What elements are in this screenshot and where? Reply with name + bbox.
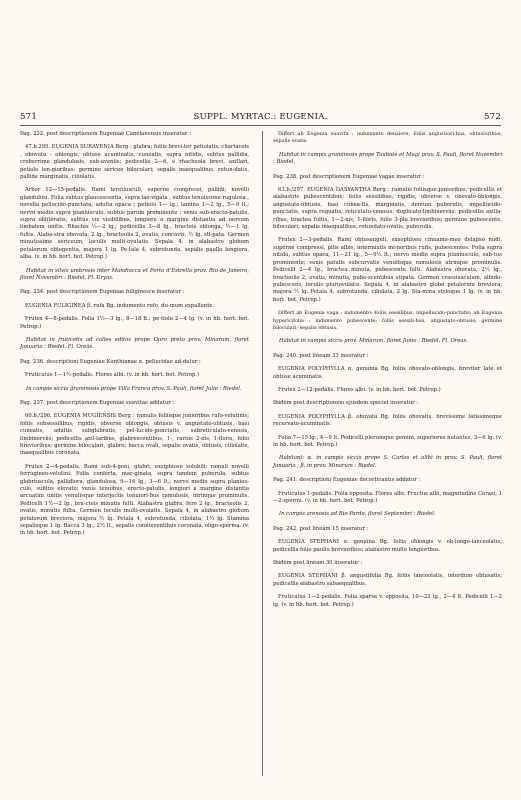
species-description: Folia 7—15 lg., 4—9 lt. Pedicelli plerumque gemini, superiores nutantes, 3—6 lg. (v. in hb. hort. bot. Petrop.) xyxy=(273,434,502,448)
section-note: Pag. 234. post descriptionem Eugeniae fuliginesce inseratur : xyxy=(20,289,185,296)
variety-diagnosis: EUGENIA FULIGINEA β. rufa Bg. indumento rufo, du-mum expallente. xyxy=(25,302,215,309)
section-note: Pag. 238. post descriptionem Eugeniae vagae inseratur : xyxy=(273,173,425,180)
variety-diagnosis: EUGENIA POLYPHYLLA β. obovata Bg. foliis obovatis, brevissime latissimeque recurvato-acuminatis. xyxy=(273,413,502,428)
left-column xyxy=(20,131,249,544)
variety-diagnosis: EUGENIA STEPHANI β. angustifolia Bg. foliis lanceolatis, interdum obtusatis; pedicellis alabastro subaequalibus. xyxy=(273,573,502,587)
differential-note: Differt ab Eugenia suavita : indumento densiore; foliis angustiori-bus, obtusioribus; sepalis ovatis. xyxy=(273,131,502,145)
species-description: Frutex 2—12-pedalis. Flores albi. (v. in hb. hort. bot. Petrop.) xyxy=(278,386,441,393)
section-note: Pag. 242. post lineam 15 inseratur : xyxy=(273,525,369,532)
section-note: Ibidem post lineam 30 inseratur : xyxy=(273,560,363,567)
habitat-note: Habitant: α. in campis siccis prope S. Carlos et alibi in prov. S. Pauli, floret Januario ; β. in prov. Minarum : Riedel. xyxy=(273,455,502,469)
species-description: Arbor 12—15-pedalis. Rami teretiusculi, superne compressi, pallidi; novelli glandulosi. Folia subtus glaucescentia, supra lae-vigata , subtus tenuissime rugulosa , novella pellucido-punctata, adulta opaca ; petiolo 1— lg.; lamina 1—2 lg., 5—9 lt.; nervo medio supra planiusculo, subtus parum prominente ; venis sub-erecto-patulis, supra obliteratis, subtus vix visibilibus, longiore a margine distantia ad nervum limbalem unitis. Rhachis ½—2 lg.; pedicellis 3—8 lg., bracteis oblonga, ½—1 lg. fultis. Alaba-stra obovata, 2 lg., bracteolis 2, ovatis, concavis, ½ lg. sti-pata. Germen minutissime sericeum, loculis multi-ovulatis. Sepala 4, in alabastro globum petalorum obtegentia, majora 1 lg. Pe-tala 4, subrotunda, sepalis paullo longiora, alba. (v. in hb. hort. bot. Petrop.) xyxy=(20,187,250,261)
right-column xyxy=(273,131,502,615)
running-header xyxy=(20,112,501,124)
species-description: Fruticulus 1—1½-pedalis. Flores albi. (v. in hb. hort. bot. Petrop.) xyxy=(25,372,200,379)
habitat-note: Habitat in silvis umbrosis inter Mandiocca et Porto d’Estrella prov. Rio de Janeiro, floret Novembri : Riedel. Fl. Dryas. xyxy=(20,267,249,281)
running-title: SUPPL. MYRTAC.: EUGENIA. xyxy=(193,112,328,122)
habitat-note: Habitat in fruticetis ad colles editos prope Ouro preto prov. Minarum, floret Januario : Riedel. Fl. Oreas. xyxy=(20,336,249,351)
section-note: Ibidem post descriptionem ejusdem speciei inseratur : xyxy=(273,400,419,407)
header-rule xyxy=(20,125,501,126)
species-description: Frutex 2—4-pedalis. Rami sub-4-goni, glabri, exsiphioso solubili; ramuli novelli ferrugineo-velutini. Folia conferta, mar-ginata, supra tandem puberula, subtus glabriuscula, pallidiora, glandulosa, 9—16 lg., 3—6 lt.; nervo medio supra planius-culo, subtus elevato; venis tenuibus, erecto-patulis, longiori a margine distantia arcuatim unitis venulisque interjectis tenuiori-bus ramulosis, utrinque prominulis. Pedicelli 1½—2 lg., bra-cteis minutis fulti. Alabastra glabra, fere 2 lg., bracteolis 2, ovatis, minutis fulta. Germen loculis multi-ovulatis. Sepala 4, in alabastro globum petalorum breviora, majora ½ lg. Petala 4, subrotunda, ciliolata, 1½ lg. Stamina sepalisque 1 lg. Bacca 3 lg., 2½ lt., sepalis connieventibus coronata, oligo-sperma. (v. in hb. hort. bot. Petrop.) xyxy=(20,463,249,537)
habitat-note: Habitat in campis siccis prov. Minarum, floret Junio : Riedel. Fl. Oreas. xyxy=(279,338,468,345)
differential-note: Differt ab Eugenia vaga : indumento; foliis sessilibus, impellucido-punctatis; ab Eugenia hypericifolia : indumento pubescente; foliis sessili-bus, angustato-obtusis; germine biloculari; sepalis obtusis. xyxy=(273,310,502,331)
section-note: Pag. 232. post descriptionem Eugeniae Canelanensis inseratur : xyxy=(20,131,191,137)
section-note: Pag. 240. post lineam 33 inseratur : xyxy=(273,352,369,359)
species-diagnosis: 63.b./297. EUGENIA DASYANTHA Berg : ramulis foliisque junioribus, pedicellis et alabastris pubescentibus; foliis sessilibus, rigidis, obverse v. obovato-oblongis, angustate-obtusis, basi cunea-tis, marginatis, demum puberulis, impellucido-punctatis, supra reguatis, reticulato-venosis, duplicato-limbinerviis; pedicellis axilla-ribus, bractea fultis, 1—2-nis, 1-floris, folio 3-plo brevioribus; germine pubescente, biloculari; sepalis inaequalibus, rotundato-ovatis, puberulis. xyxy=(273,187,502,231)
habitat-note: In campis siccis graminosis prope Villa Franca prov. S. Pauli, floret Julio : Riedel. xyxy=(26,385,242,392)
species-description: Fruticulus 1—2-pedalis. Folia sparsa v. opposita, 10—22 lg., 2—4 lt. Pedicelli 1—2 lg. (v. in hb. hort. bot. Petrop.) xyxy=(273,594,502,608)
species-description: Frutex 4—8-pedalis. Folia 1½—3 lg., 8—18 lt.; pe-tiolo 2—4 lg. (v. in hb. hort. bot. Petrop.) xyxy=(20,316,249,330)
column-divider xyxy=(262,131,263,776)
variety-diagnosis: EUGENIA STEPHANI α. genuina Bg. foliis oblongis v. ob-longo-lanceolatis; pedicellis folio paullo brevioribus; alabastro multo longioribus. xyxy=(273,539,502,553)
variety-diagnosis: EUGENIA POLYPHYLLA α. genuina Bg. foliis obovato-oblongis, breviter late et obtuse acuminatis. xyxy=(273,366,502,380)
species-diagnosis: 60.b./296. EUGENIA MUGIENSIS Berg : ramulis foliisque junioribus rufo-velutinis; foliis subsessilibus, rigidis, obverse oblongis, obtusis v. angustato-obtusis, basi cuneatis, adultis subglabratis, pel-lucido-punctatis, subreticulato-venosis, limbinerviis; pedicellis axil-laribus, glabrescentibus, 1-, rarius 2-nis, 1-floris, folio brevioribus; germine biloculari, glabro; bacca ovali, sepalis ovatis, obtusis, ciliolatis, inaequalibus coronata. xyxy=(20,413,249,457)
species-description: Fruticulus 1-pedalis. Folia opposita. Flores albi. Fructus albi, magnitudine Cerasi, 1—2-spermi. (v. in hb. hort. bot. Petrop.) xyxy=(273,490,502,505)
habitat-note: In campis arenosis ad Rio Pardo, floret Septembri : Riedel. xyxy=(279,511,436,518)
species-diagnosis: 47.b.295. EUGENIA SURAVENIA Berg : glabra; foliis brevi-ter petiolatis, chartaceis , obovato - oblongis, obtuse acuminatis, cuneatis, supra nitidis, subtus pallidis, creberrime glandulosis, sub-aveniis; pedicellis 2—6, e rhacheola brevi, axillari, petiolo lon-gioribus; germine sericeo biloculari; sepalis inaequalibus, rotun-datis, pallide marginatis, ciliolatis. xyxy=(20,144,249,181)
species-description: Frutex 2—3-pedalis. Rami obtusanguli, exsophloeo cinnamo-meo delapso nudi, superne compressi, pilis albis, intermixtis mi-noribus rufis, pubescentes. Folia supra nitida, subtus opaca, 11—21 lg., 5—9½ lt.; nervo medio supra planiusculo, sub-tus prominente; venis patulis subcurvatis venulisque ramulosis utrinque prominulis. Pedicelli 2—4 lg., bractea minuta, pubescente fulti. Alabastra obovata, 2½ lg., bracteolis 2, ovatis, minutis, pube-scentibus stipata. Germen crassiusculum, albido-pubescens, loculis pluriovulatis. Sepala 4, in alabastro globo petalorum breviora, majora ½ lg. Petala 4, subrotunda, ciliolata, 2 lg. Sta-mina styloque 1 lg. (v. in hb. hort. bot. Petrop.) xyxy=(273,237,502,303)
page-number-right: 572 xyxy=(483,112,501,122)
page-number-left: 571 xyxy=(20,112,38,122)
section-note: Pag. 236. descriptioni Eugeniae Kunthianae α. pellucidae ad-datur : xyxy=(20,358,201,365)
section-note: Pag. 237. post descriptionem Eugeniae suavitae addatur : xyxy=(20,399,175,406)
section-note: Pag. 241. descriptioni Eugeniae decorticantis addatur : xyxy=(273,477,421,484)
habitat-note: Habitat in campis graminosis prope Taubaté et Mugi prov. S. Pauli, floret Novembri : Riedel. xyxy=(273,151,502,166)
